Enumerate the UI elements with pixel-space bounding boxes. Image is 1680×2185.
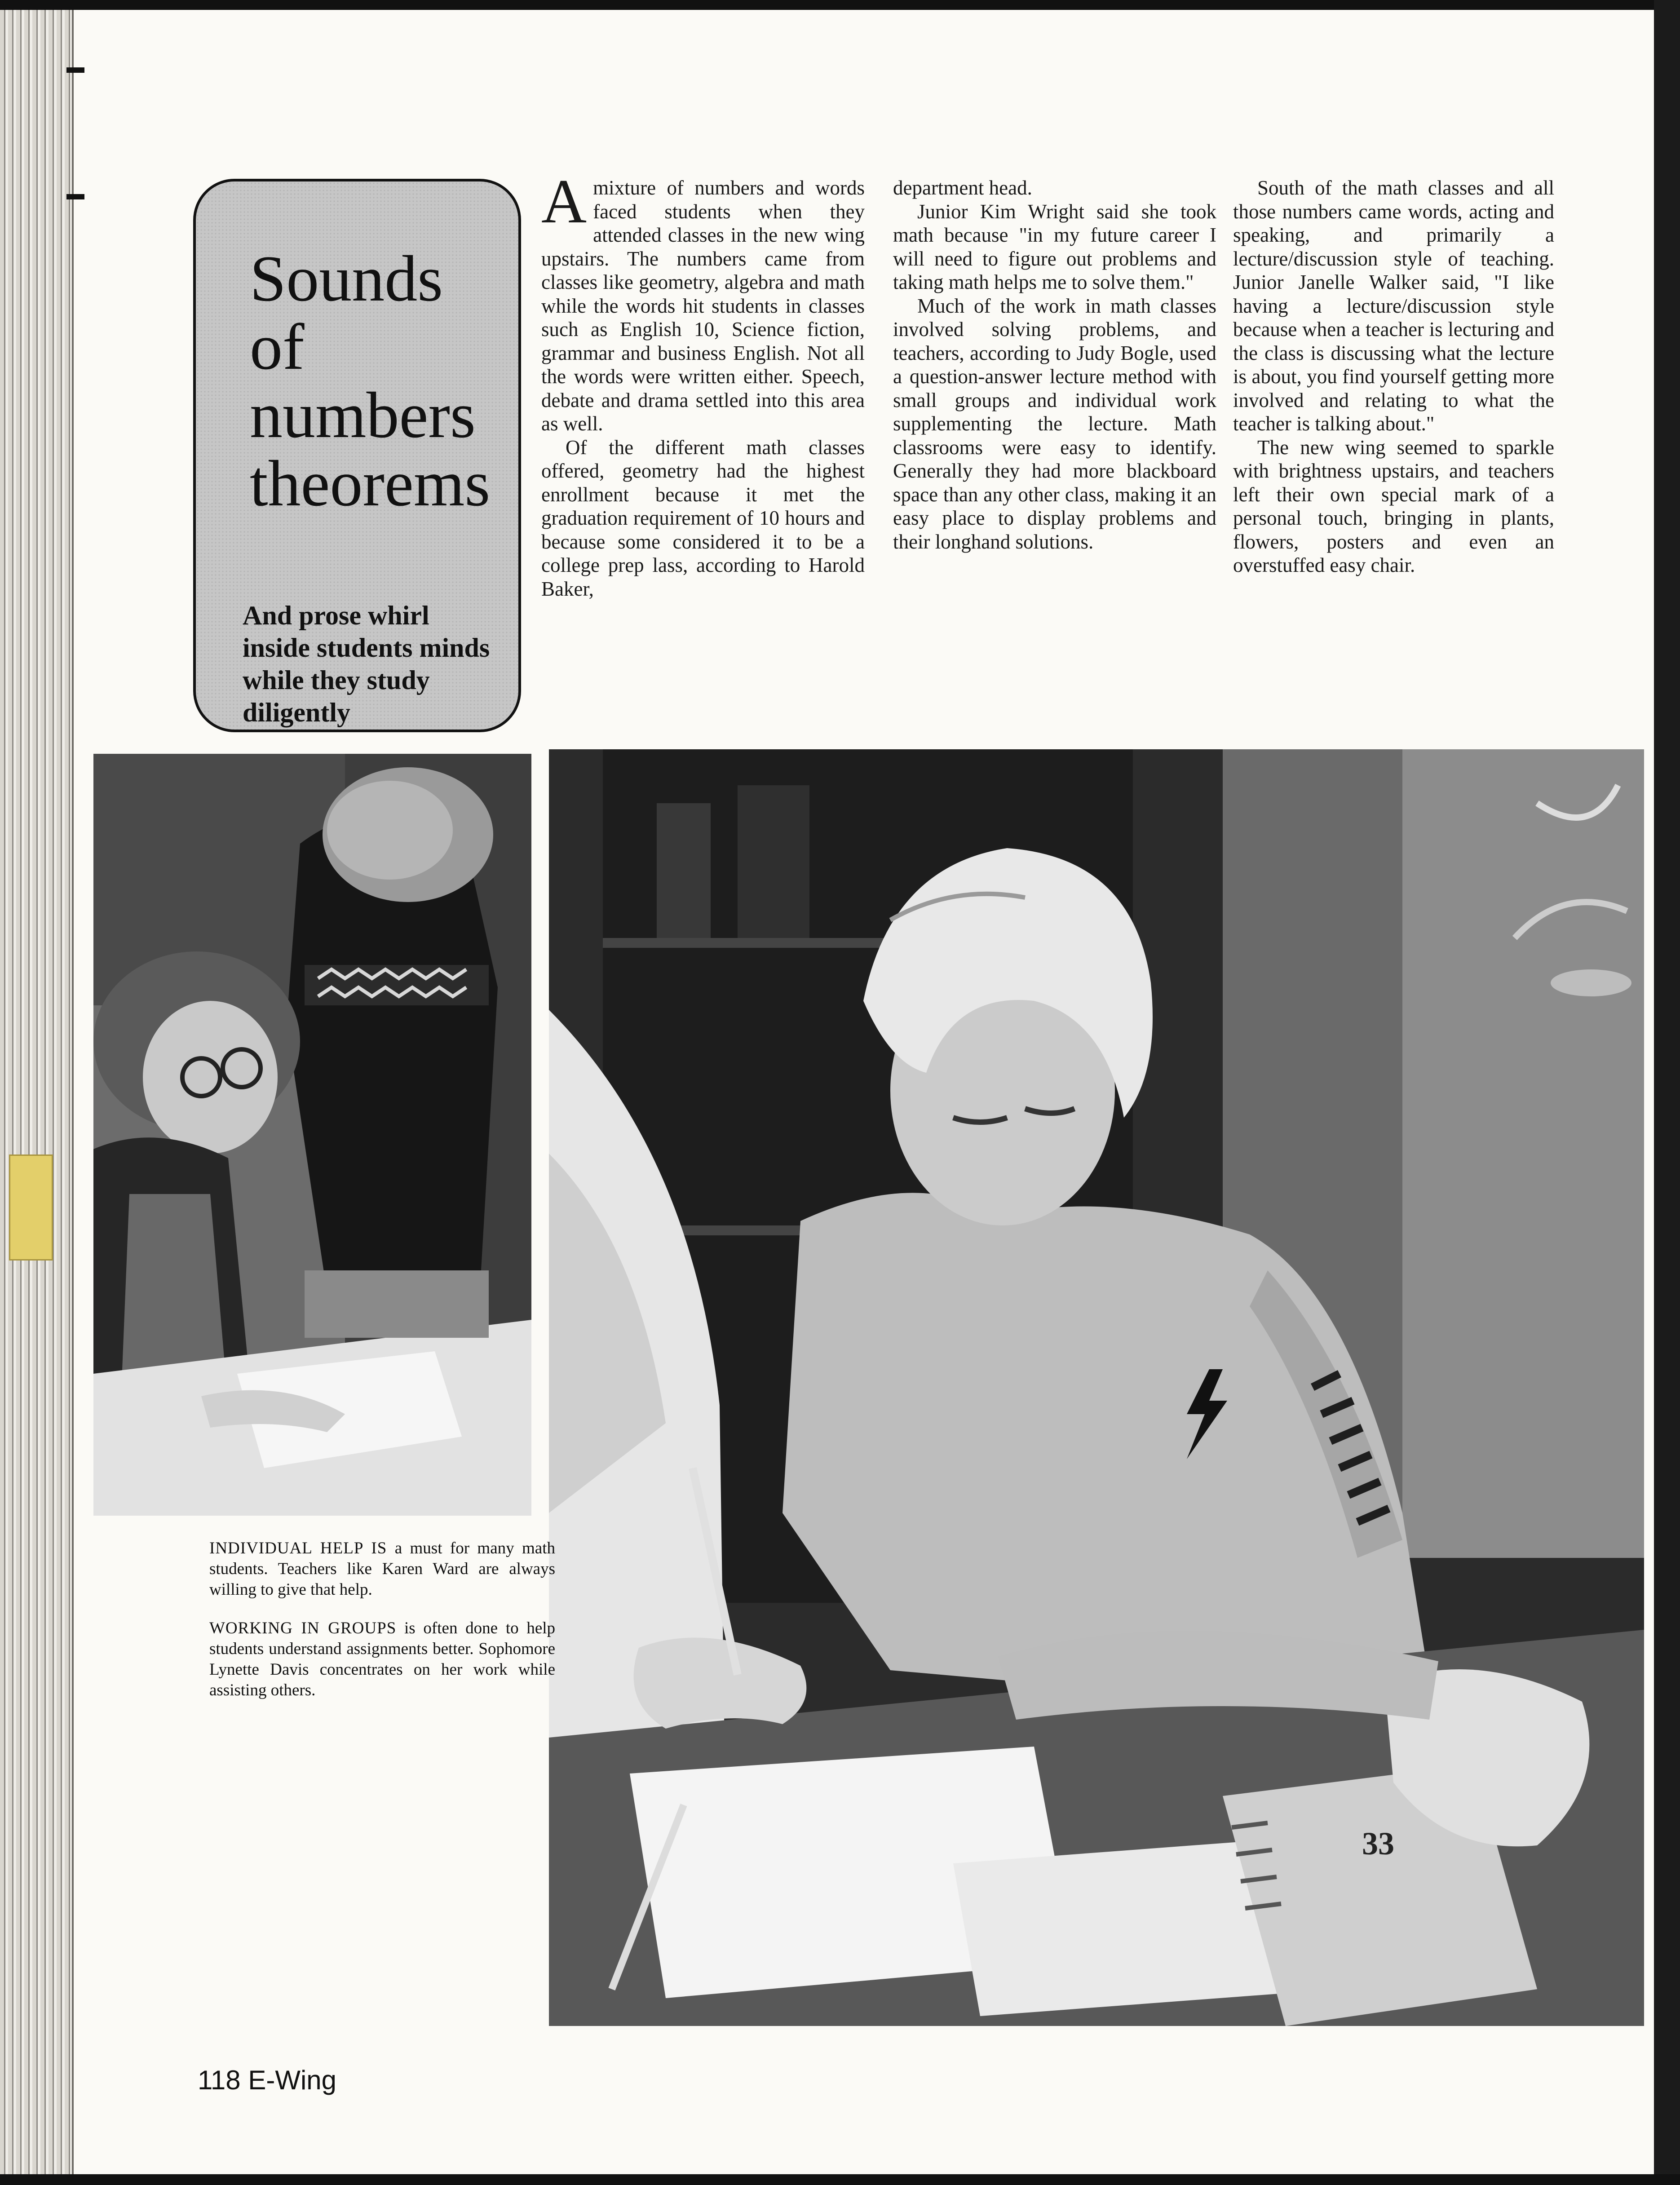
page-title: Sounds of numbers theorems bbox=[250, 242, 491, 520]
title-box bbox=[193, 179, 521, 732]
story-paragraph: Junior Kim Wright said she took math because "in my future career I will need to figure out problems and taking math helps me to solve them." bbox=[893, 200, 1216, 293]
story-paragraph: Of the different math classes offered, geometry had the highest enrollment because it met the graduation requirement of 10 hours and because some considered it to be a college prep lass, according to Harold Baker, bbox=[541, 436, 865, 600]
story-paragraph: The new wing seemed to sparkle with brightness upstairs, and teachers left their own special mark of a personal touch, bringing in plants, flowers, posters and even an overstuffed easy chair. bbox=[1233, 436, 1554, 576]
page-subtitle: And prose whirl inside students minds while they study diligently bbox=[243, 601, 490, 727]
page-folio: 118 E-Wing bbox=[198, 2065, 337, 2095]
story-paragraph: Amixture of numbers and words faced students when they attended classes in the new wing upstairs. The numbers came from classes like geometry, algebra and math while the words hit students in classes such as English 10, Science fiction, grammar and business English. Not all the words were written either. Speech, debate and drama settled into this area as well. bbox=[541, 167, 865, 435]
spine-mark bbox=[66, 67, 84, 73]
notebook-number: 33 bbox=[1362, 1826, 1394, 1862]
page-tab bbox=[9, 1154, 53, 1261]
drop-cap: A bbox=[541, 167, 587, 236]
spine-mark bbox=[66, 194, 84, 199]
story-column-3 bbox=[1233, 176, 1554, 577]
story-paragraph: Much of the work in math classes involved solving problems, and teachers, according to Judy Bogle, used a question-answer lecture method with small groups and individual work supplementing the lecture. Math classrooms were easy to identify. Generally they had more blackboard space than any other class, making it an easy place to display problems and their longhand solutions. bbox=[893, 294, 1216, 553]
scan-border-bottom bbox=[0, 2174, 1680, 2185]
story-paragraph: department head. bbox=[893, 177, 1032, 199]
scan-border-right bbox=[1654, 0, 1680, 2185]
story-column-2 bbox=[893, 176, 1216, 553]
photo-student-working bbox=[549, 749, 1644, 2026]
photo-teacher-helping-image bbox=[93, 754, 531, 1516]
caption-individual-help: INDIVIDUAL HELP IS a must for many math students. Teachers like Karen Ward are always willing to give that help. bbox=[209, 1539, 555, 1599]
photo-student-working-image bbox=[549, 749, 1644, 2026]
photo-captions bbox=[209, 1538, 555, 1719]
story-paragraph: South of the math classes and all those numbers came words, acting and speaking, and primarily a lecture/discussion style of teaching. Junior Janelle Walker said, "I like having a lecture/discussion style because when a teacher is lecturing and the class is discussing what the lecture is about, you find yourself getting more involved and relating to what the teacher is talking about." bbox=[1233, 177, 1554, 435]
story-column-1 bbox=[541, 167, 865, 601]
photo-teacher-helping bbox=[93, 754, 531, 1516]
book-spine bbox=[0, 0, 74, 2185]
caption-working-in-groups: WORKING IN GROUPS is often done to help students understand assignments better. Sophomore Lynette Davis concentrates on her work while assisting others. bbox=[209, 1619, 556, 1699]
scan-border-top bbox=[0, 0, 1680, 10]
